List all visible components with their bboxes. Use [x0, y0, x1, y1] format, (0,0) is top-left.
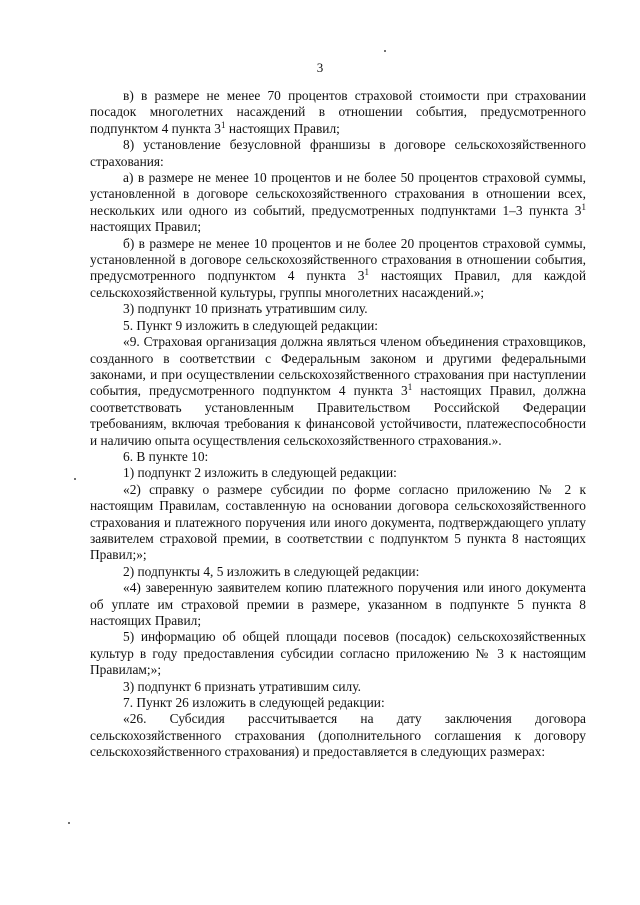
paragraph-7: 7. Пункт 26 изложить в следующей редакции:	[123, 695, 385, 711]
scan-speck	[384, 50, 386, 52]
paragraph-6-2-quote-5: 5) информацию об общей площади посевов (посадок) сельскохозяйственных культур в году предоставления субсидии согласно приложению № 3 к настоящим Правилам;»;	[90, 629, 586, 678]
page-number: 3	[316, 60, 324, 75]
paragraph-a: а) в размере не менее 10 процентов и не более 50 процентов страховой суммы, установленной в договоре сельскохозяйственного страхования в отношении всех, нескольких или одного из событий, предусмотренных подпунктами 1–3 пункта $3^1$ настоящих Правил;	[90, 170, 586, 235]
paragraph-6: 6. В пункте 10:	[123, 448, 209, 464]
scan-speck	[74, 478, 76, 480]
paragraph-6-1: 1) подпункт 2 изложить в следующей редакции:	[123, 465, 397, 481]
paragraph-5: 5. Пункт 9 изложить в следующей редакции:	[123, 317, 379, 333]
paragraph-26: «26. Субсидия рассчитывается на дату заключения договора сельскохозяйственного страхования (дополнительного соглашения к договору сельскохозяйственного страхования) и предоставляется в следующих размерах:	[90, 711, 586, 760]
scan-speck	[68, 822, 70, 824]
paragraph-6-3: 3) подпункт 6 признать утратившим силу.	[123, 678, 361, 694]
paragraph-6-2: 2) подпункты 4, 5 изложить в следующей редакции:	[123, 563, 420, 579]
paragraph-6-2-quote-4: «4) заверенную заявителем копию платежного поручения или иного документа об уплате им страховой премии в размере, указанном в подпункте 5 пункта 8 настоящих Правил;	[90, 580, 586, 628]
paragraph-6-1-quote: «2) справку о размере субсидии по форме согласно приложению № 2 к настоящим Правилам, составленную на основании договора сельскохозяйственного страхования и платежного поручения или иного документа, подтверждающего уплату заявителем страховой премии, в соответствии с подпунктом 5 пункта 8 настоящих Правил;»;	[90, 481, 586, 563]
paragraph-8: 8) установление безусловной франшизы в договоре сельскохозяйственного страхования:	[90, 137, 586, 169]
paragraph-3-10: 3) подпункт 10 признать утратившим силу.	[123, 301, 368, 317]
paragraph-9: «9. Страховая организация должна являться членом объединения страховщиков, созданного в соответствии с Федеральным законом и другими федеральными законами, и при осуществлении сельскохозяйственного страхования при наступлении события, предусмотренного подпунктом 4 пункта $3^1$ настоящих Правил, должна соответствовать установленным Правительством Российской Федерации требованиям, включая требования к финансовой устойчивости, платежеспособности и наличию опыта осуществления сельскохозяйственного страхования.».	[90, 334, 586, 448]
document-body	[90, 88, 586, 761]
paragraph-v-70: в) в размере не менее 70 процентов страховой стоимости при страховании посадок многолетних насаждений в отношении события, предусмотренного подпунктом 4 пункта $3^1$ настоящих Правил;	[90, 88, 586, 136]
paragraph-b: б) в размере не менее 10 процентов и не более 20 процентов страховой суммы, установленной в договоре сельскохозяйственного страхования в отношении события, предусмотренного подпунктом 4 пункта $3^1$ настоящих Правил, для каждой сельскохозяйственной культуры, группы многолетних насаждений.»;	[90, 235, 586, 300]
